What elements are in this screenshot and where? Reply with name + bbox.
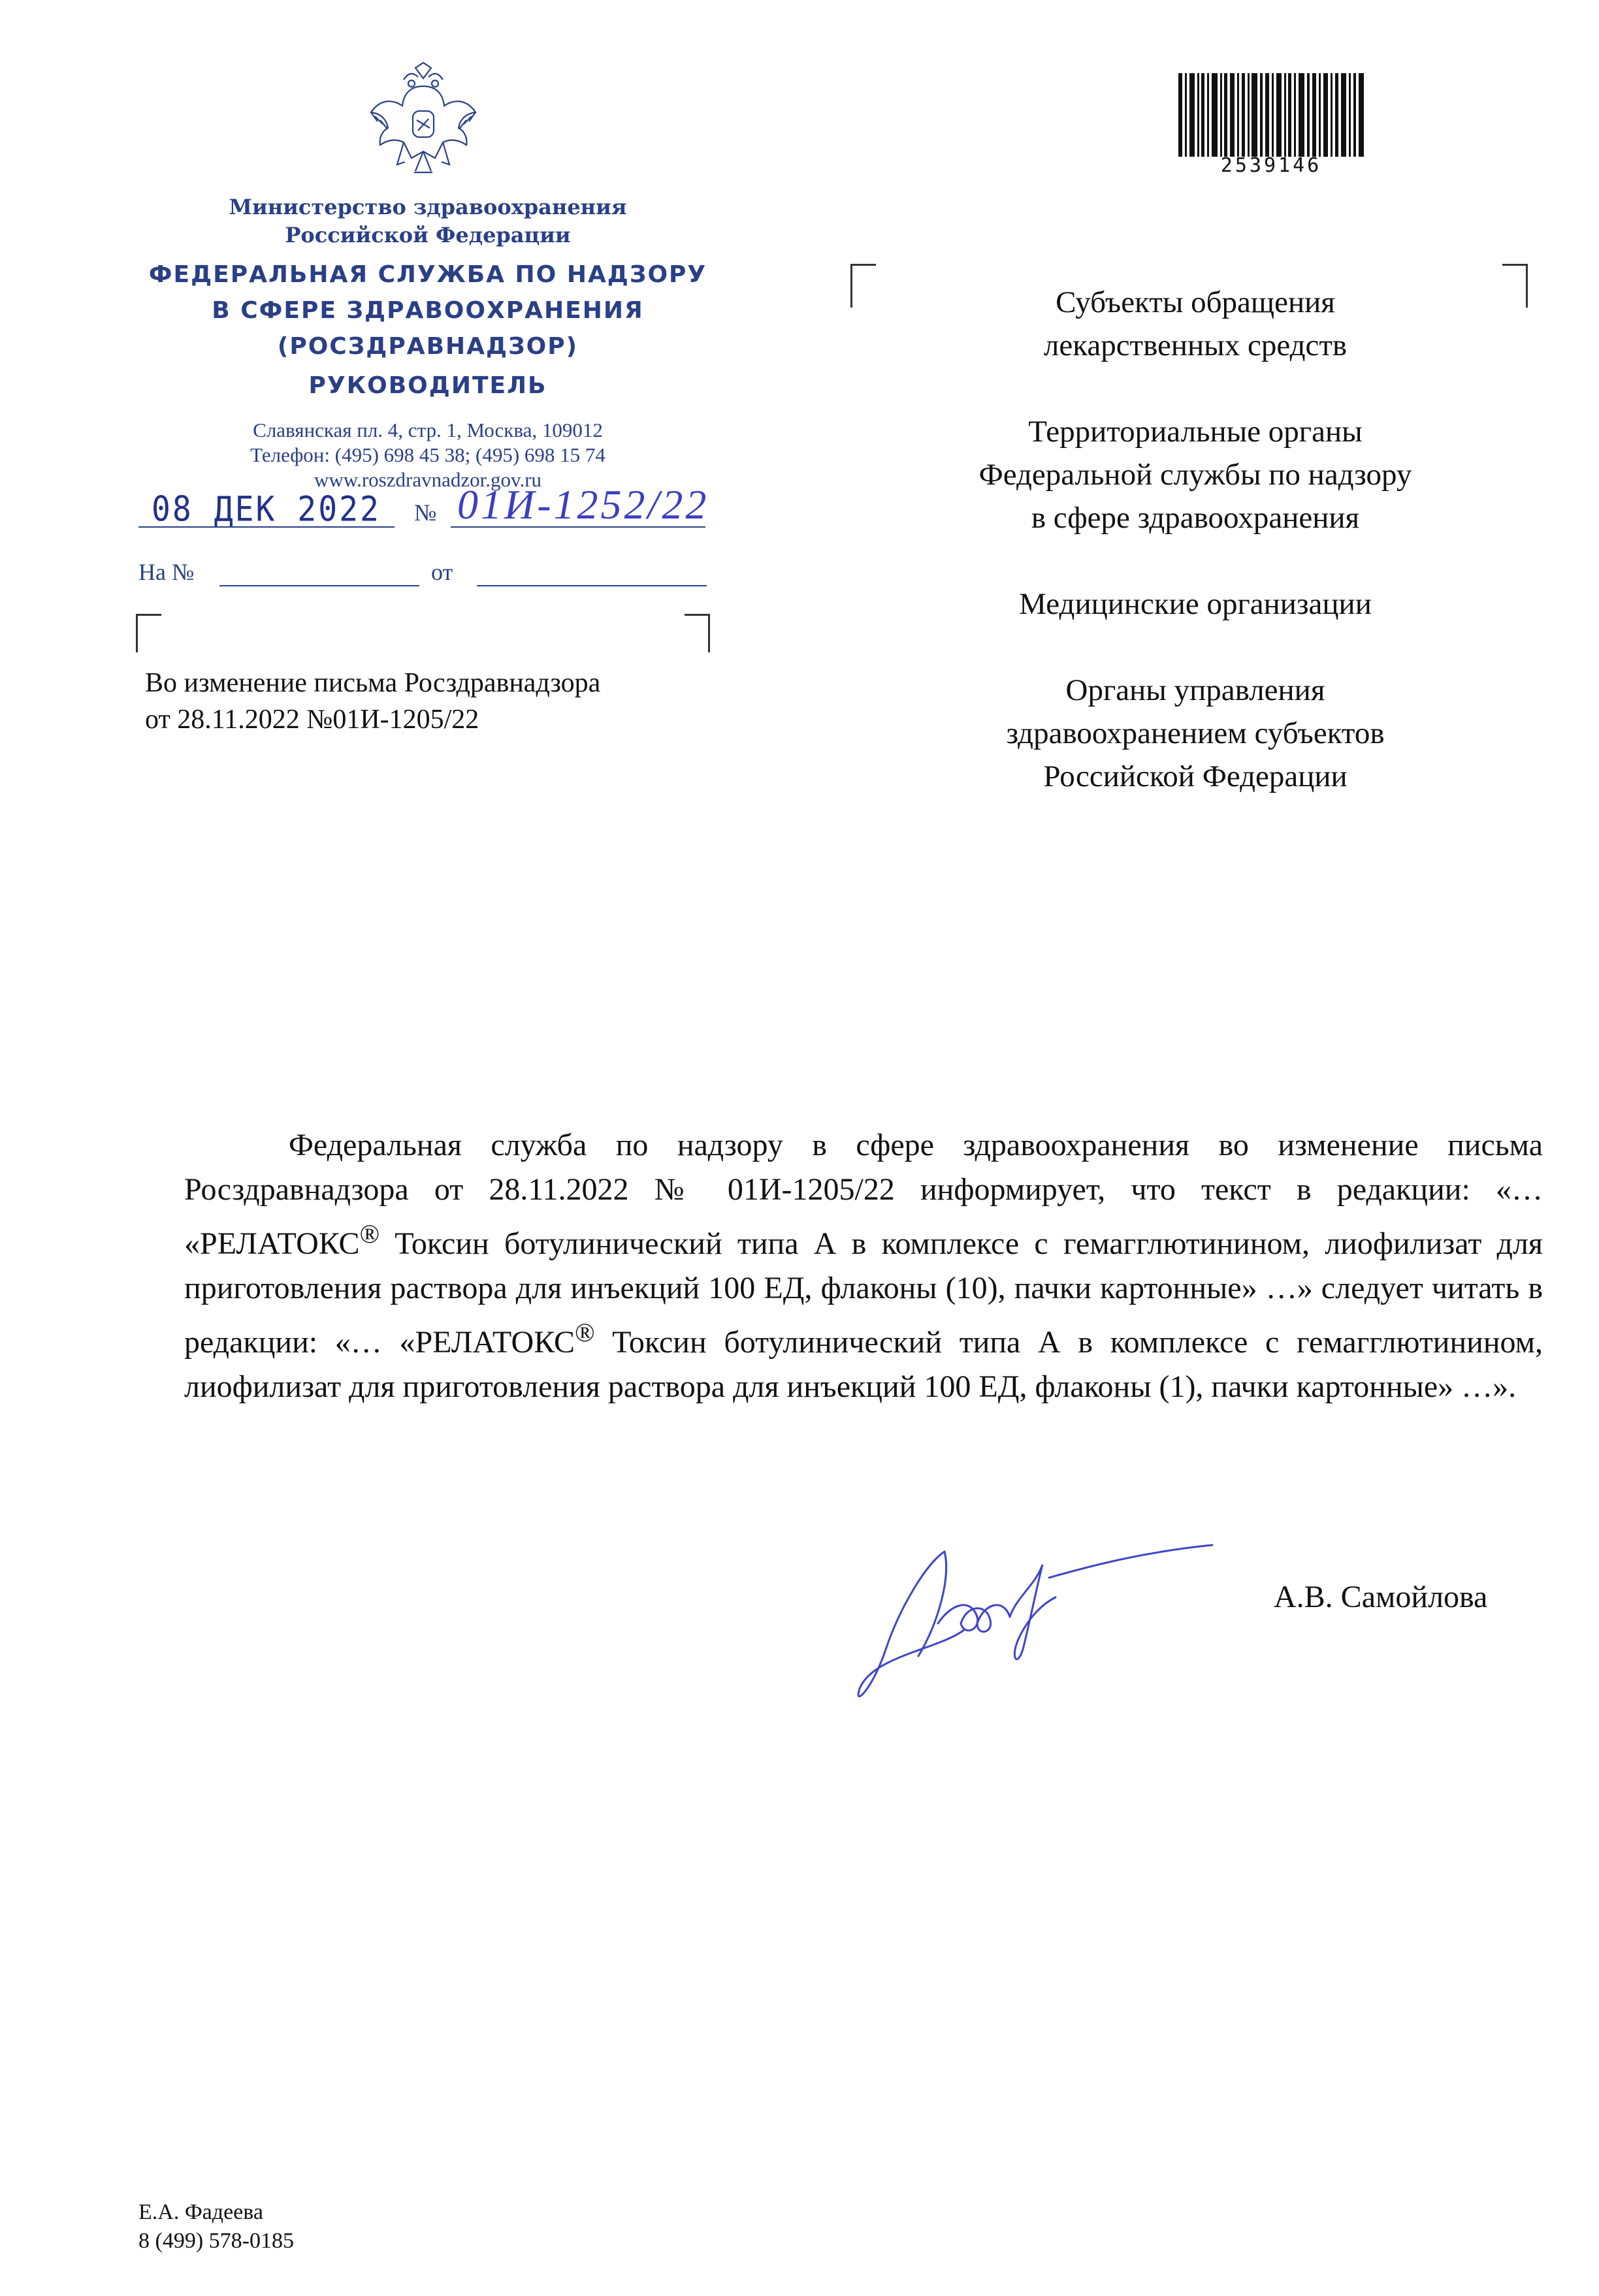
addressee-group [862, 669, 1528, 798]
addressee-line: Органы управления [1065, 673, 1325, 707]
reply-to-underline [219, 585, 419, 586]
address-line: Славянская пл. 4, стр. 1, Москва, 109012 [253, 419, 603, 441]
subject-line: от 28.11.2022 №01И-1205/22 [145, 705, 479, 735]
registered-mark: ® [359, 1219, 380, 1249]
subject-line: Во изменение письма Росздравнадзора [145, 668, 601, 698]
signer-name: А.В. Самойлова [1274, 1580, 1488, 1614]
registration-number: 01И-1252/22 [457, 481, 709, 528]
addressee-line: Субъекты обращения [1056, 285, 1335, 319]
reply-from-label: от [431, 559, 453, 585]
service-name [111, 257, 745, 364]
subject-corner-right [685, 614, 710, 652]
addressee-line: лекарственных средств [1043, 328, 1348, 362]
coat-of-arms-emblem [364, 60, 482, 184]
addressee-line: Российской Федерации [1043, 759, 1348, 793]
number-sign: № [414, 500, 437, 526]
addressee-line: здравоохранением субъектов [1006, 716, 1385, 750]
registered-mark: ® [575, 1318, 595, 1347]
addressee-line: в сфере здравоохранения [1031, 501, 1360, 535]
executor-phone: 8 (499) 578-0185 [138, 2229, 294, 2253]
addressee-line: Медицинские организации [1019, 587, 1372, 621]
phone-line: Телефон: (495) 698 45 38; (495) 698 15 74 [250, 443, 606, 466]
ministry-name [144, 193, 712, 249]
body-text-part: Токсин ботулинический типа А в комплексе с гемагглютинином, лиофилизат для приготовления раствора для инъекций 100 ЕД, флаконы (10), пачки картонные» …» следует читать в редакции: «… «РЕЛАТОКС [184, 1226, 1543, 1360]
executor-block [138, 2198, 294, 2256]
service-line: (РОСЗДРАВНАДЗОР) [277, 333, 579, 360]
addressee-group [862, 582, 1528, 626]
reply-from-underline [477, 585, 707, 586]
body-text-part: Федеральная служба по надзору в сфере здравоохранения во изменение письма Росздравнадзора от 28.11.2022 № 01И-1205/22 информирует, что текст в редакции: «… «РЕЛАТОКС [184, 1128, 1543, 1261]
website-line: www.roszdravnadzor.gov.ru [314, 468, 542, 491]
service-line: ФЕДЕРАЛЬНАЯ СЛУЖБА ПО НАДЗОРУ [148, 261, 707, 288]
addressee-line: Территориальные органы [1028, 415, 1363, 449]
ministry-line: Министерство здравоохранения [229, 195, 627, 219]
service-line: В СФЕРЕ ЗДРАВООХРАНЕНИЯ [212, 297, 644, 324]
date-stamp: 08 ДЕК 2022 [152, 489, 381, 530]
letter-body [184, 1123, 1543, 1409]
addressee-group [862, 410, 1528, 539]
barcode-number: 2539146 [1220, 154, 1322, 177]
barcode-graphic [1178, 73, 1364, 157]
executor-name: Е.А. Фадеева [138, 2200, 263, 2224]
addressee-line: Федеральной службы по надзору [978, 458, 1412, 492]
subject-corner-left [136, 614, 161, 652]
head-title: РУКОВОДИТЕЛЬ [308, 372, 547, 399]
subject-block [145, 665, 733, 738]
ministry-line: Российской Федерации [285, 223, 571, 247]
addressees-block [862, 281, 1528, 841]
reply-to-label: На № [138, 559, 195, 585]
addressee-group [862, 281, 1528, 367]
handwritten-signature [847, 1525, 1225, 1721]
body-text-part: Токсин ботулинический типа А в комплексе с гемагглютинином, лиофилизат для приготовления раствора для инъекций 100 ЕД, флаконы (1), пачки картонные» …». [184, 1325, 1543, 1404]
